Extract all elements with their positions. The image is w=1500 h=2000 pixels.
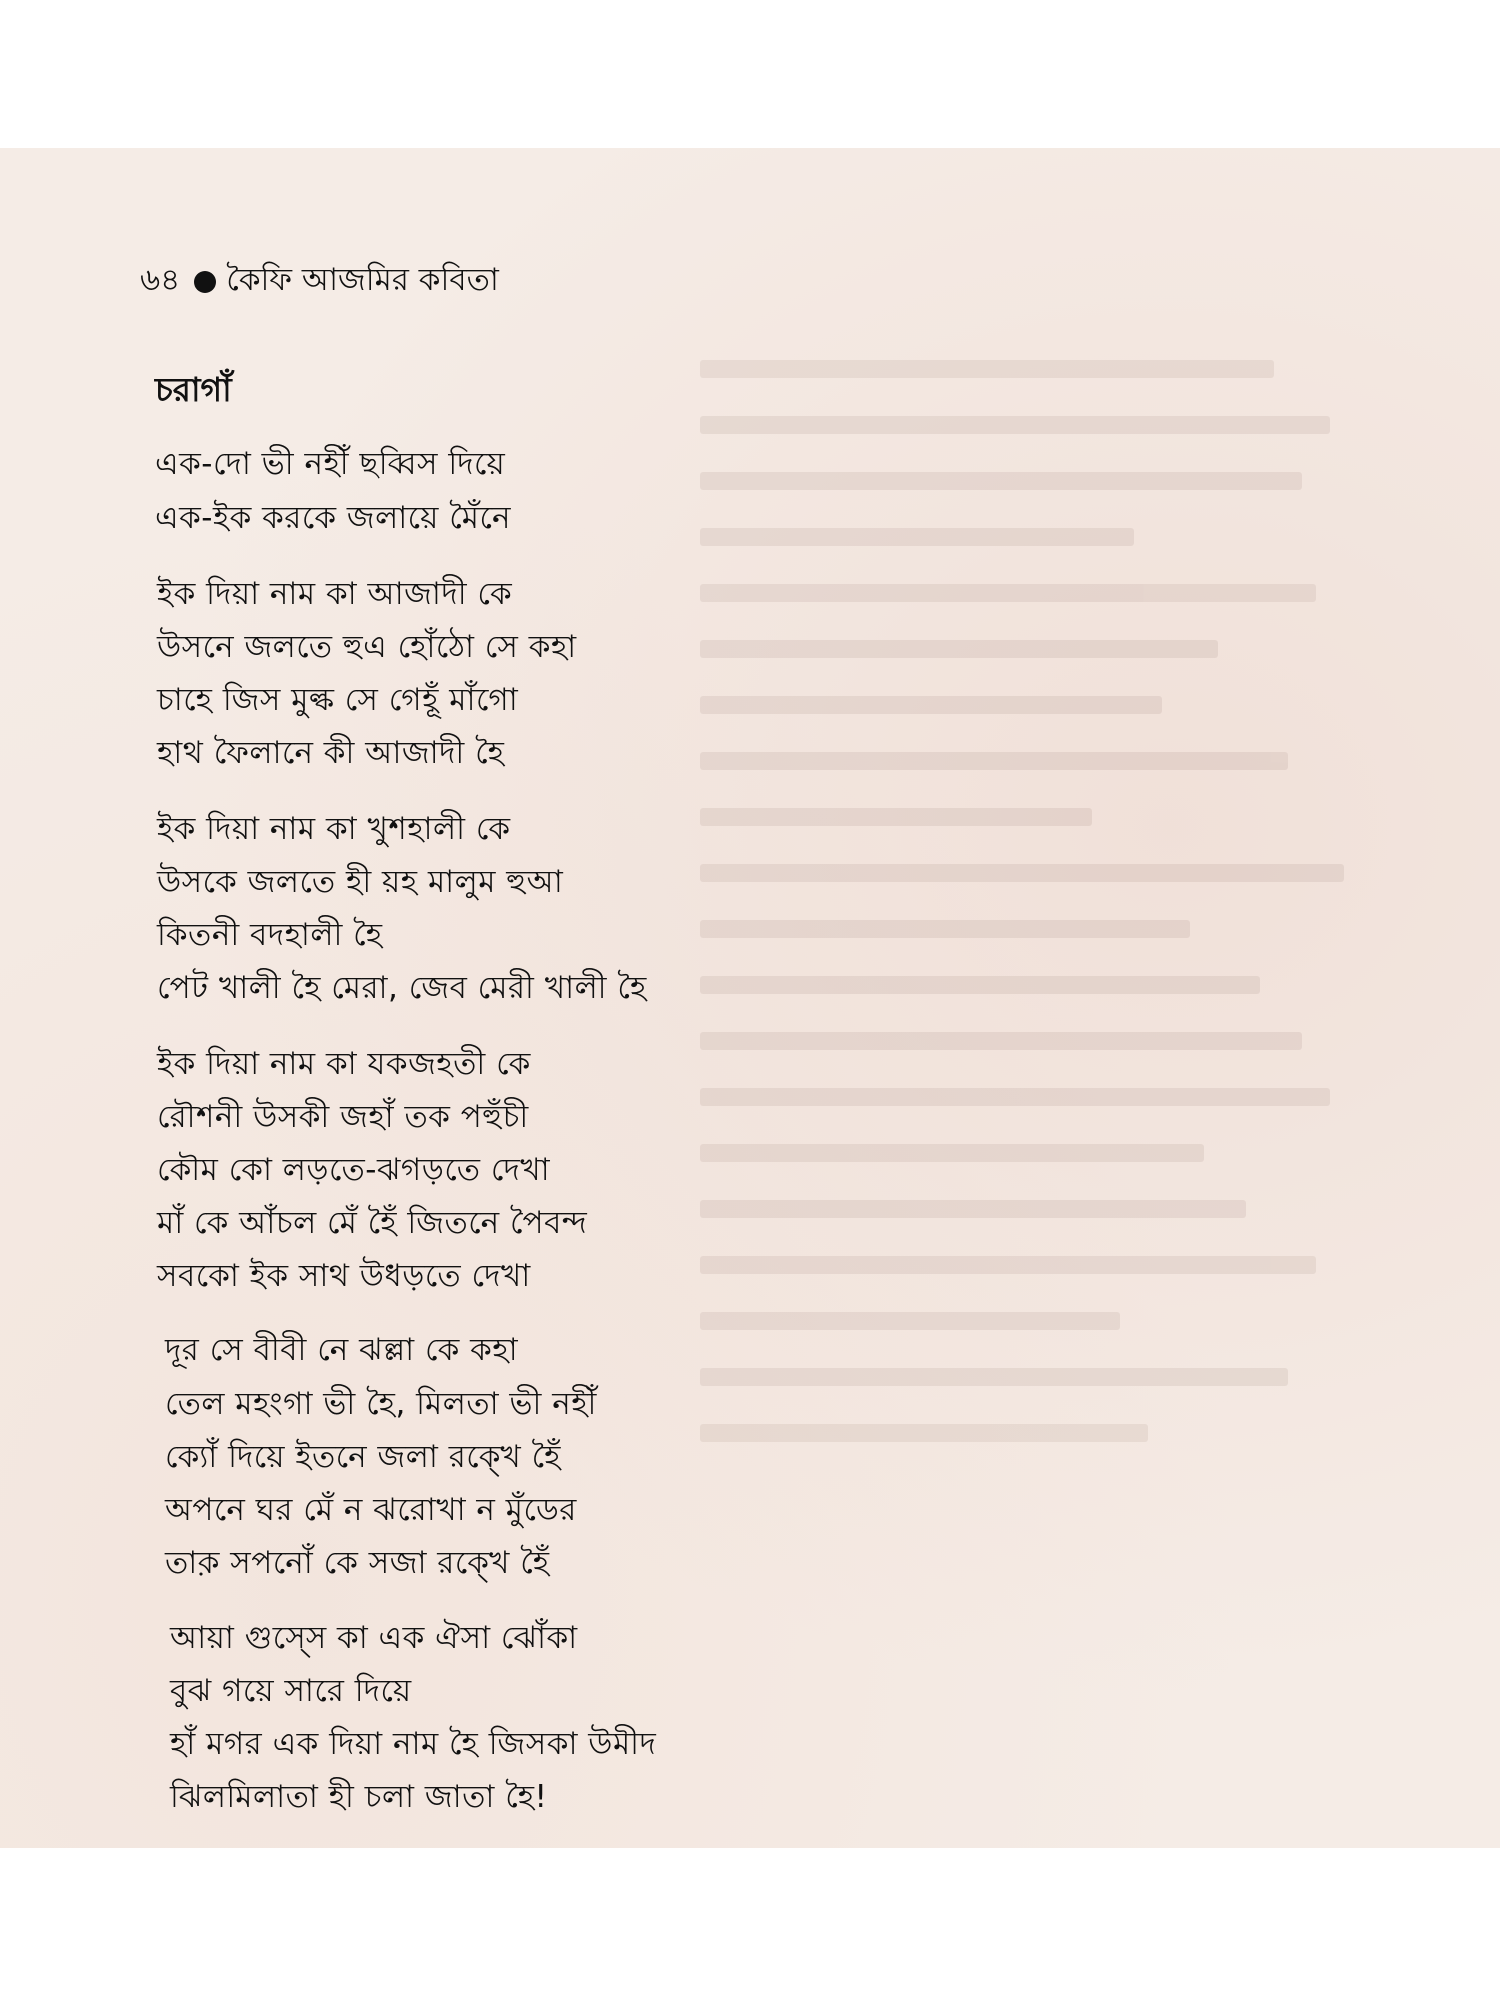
poem-line: আয়া গুস্সে কা এক ঐসা ঝোঁকা (170, 1620, 578, 1656)
poem-line: উসনে জলতে হুএ হোঁঠো সে কহা (157, 629, 577, 665)
poem-line: ইক দিয়া নাম কা যকজহতী কে (157, 1046, 531, 1082)
poem-line: মাঁ কে আঁচল মেঁ হৈঁ জিতনে পৈবন্দ (157, 1205, 588, 1241)
poem-line: হাথ ফৈলানে কী আজাদী হৈ (157, 735, 505, 771)
bullet-icon (194, 271, 216, 293)
poem-line: ঝিলমিলাতা হী চলা জাতা হৈ! (170, 1779, 548, 1815)
poem-line: ইক দিয়া নাম কা খুশহালী কে (157, 811, 511, 847)
poem-line: এক-দো ভী নহীঁ ছব্বিস দিয়ে (155, 446, 506, 482)
poem-line: তেল মহংগা ভী হৈ, মিলতা ভী নহীঁ (165, 1386, 597, 1422)
poem-line: চাহে জিস মুল্ক সে গেহূঁ মাঁগো (157, 682, 519, 718)
poem-line: কিতনী বদহালী হৈ (157, 917, 383, 953)
poem-line: হাঁ মগর এক দিয়া নাম হৈ জিসকা উমীদ (170, 1726, 657, 1762)
page-number: ৬৪ (140, 262, 181, 298)
poem-line: বুঝ গয়ে সারে দিয়ে (170, 1673, 412, 1709)
poem-line: পেট খালী হৈ মেরা, জেব মেরী খালী হৈ (157, 970, 647, 1006)
poem-line: এক-ইক করকে জলায়ে মৈঁনে (155, 500, 511, 536)
poem-line: কৌম কো লড়তে-ঝগড়তে দেখা (157, 1152, 551, 1188)
poem-title: চরাগাঁ (155, 370, 232, 409)
poem-line: রৌশনী উসকী জহাঁ তক পহুঁচী (157, 1099, 529, 1135)
poem-line: ইক দিয়া নাম কা আজাদী কে (157, 576, 513, 612)
poem-line: তাক় সপনোঁ কে সজা রক্খে হৈঁ (165, 1545, 550, 1581)
poem-line: সবকো ইক সাথ উধড়তে দেখা (157, 1258, 531, 1294)
poem-line: অপনে ঘর মেঁ ন ঝরোখা ন মুঁডের (165, 1492, 577, 1528)
poem-line: ক্যোঁ দিয়ে ইতনে জলা রক্খে হৈঁ (165, 1439, 561, 1475)
running-header (140, 256, 499, 308)
poem-line: দূর সে বীবী নে ঝল্লা কে কহা (165, 1332, 519, 1368)
poem-line: উসকে জলতে হী য়হ মালুম হুআ (157, 864, 564, 900)
book-title: কৈফি আজমির কবিতা (226, 262, 499, 298)
